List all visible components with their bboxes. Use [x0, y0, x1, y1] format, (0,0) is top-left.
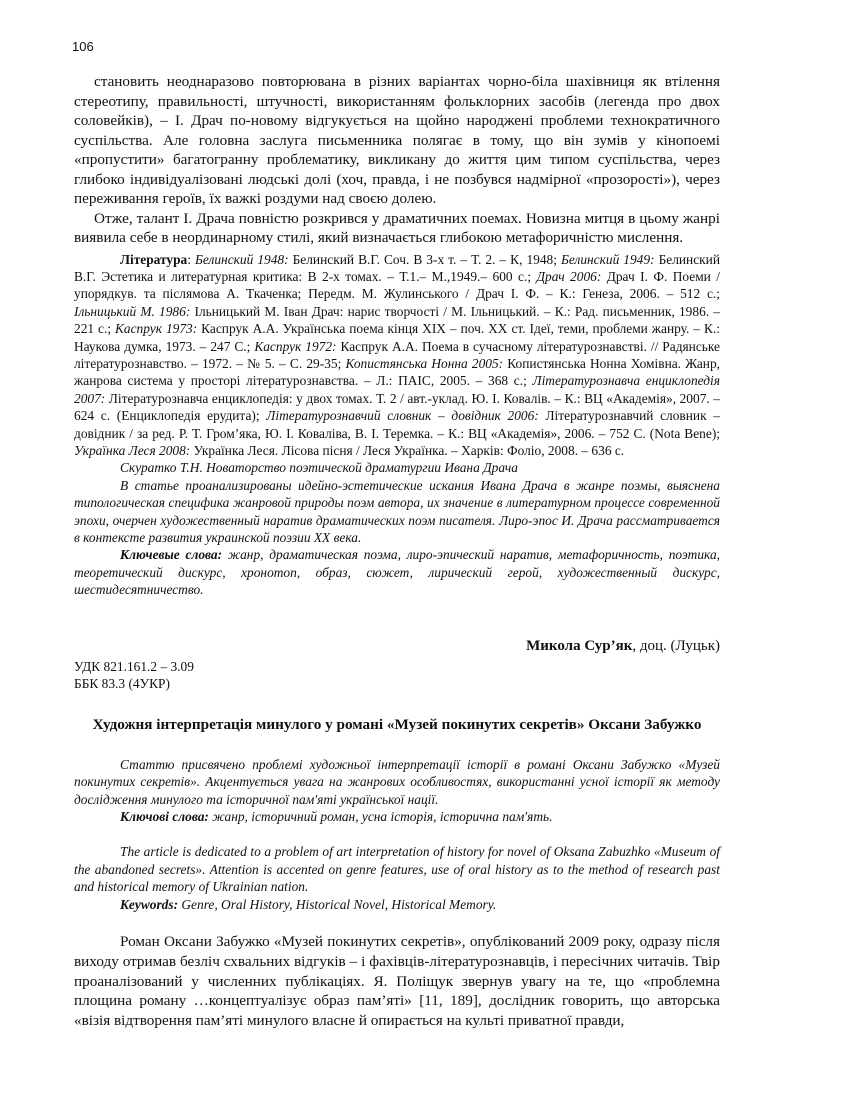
page-content: [74, 72, 720, 1030]
article-body-paragraph: Роман Оксани Забужко «Музей покинутих секретів», опублікований 2009 року, одразу після виходу отримав безліч схвальних відгуків – і фахівців-літературознавців, і пересічних читачів. Твір проаналізований у численних публікаціях. Я. Поліщук звернув увагу на те, що «проблемна площина роману …концептуалізує образ пам’яті» [11, 189], дослідник говорить, що авторська «візія відтворення пам’яті минулого власне й опирається на культі приватної правди,: [74, 933, 720, 1029]
reference-entry: Каспрук А.А. Поема в сучасному літературознавстві. // Радянське літературознавство. – 1972. – № 5. – С. 29-35;: [74, 338, 720, 371]
reference-entry: Драч І. Ф. Поеми / упорядкув. та післямова А. Ткаченка; Передм. М. Жулинського / Драч І. Ф. – К.: Генеза, 2006. – 512 с.;: [74, 268, 720, 302]
english-keywords: [74, 896, 720, 914]
reference-entry: Копистянська Нонна Хомівна. Жанр, жанрова система у просторі літературознавства. – Л.: ПАІС, 2005. – 368 с.;: [74, 355, 720, 389]
author-affiliation: , доц. (Луцьк): [632, 637, 720, 654]
russian-keywords-text: жанр, драматическая поэма, лиро-эпический наратив, метафоричность, поэтика, теоретический дискурс, хронотоп, образ, сюжет, лирический герой, художественный дискурс, шестидесятничество.: [74, 547, 720, 598]
ukrainian-abstract: Статтю присвячено проблемі художньої інтерпретації історії в романі Оксани Забужко «Музей покинутих секретів». Акцентується увага на жанрових особливостях, використанні усної історії як методу дослідження минулого та історичної пам'яті української нації.: [74, 756, 720, 807]
reference-entry: Українка Леся. Лісова пісня / Леся Українка. – Харків: Фоліо, 2008. – 636 с.: [190, 442, 625, 458]
russian-abstract: В статье проанализированы идейно-эстетические искания Ивана Драча в жанре поэмы, выяснена типологическая специфика жанровой природы поэм автора, их значение в литературном процессе современной эпохи, очерчен художественный наратив драматических поэм писателя. Лиро-эпос И. Драча рассматривается в контексте развития украинской поэзии XX века.: [74, 477, 720, 545]
reference-key: Ільницький М. 1986:: [74, 303, 191, 319]
author-name: Микола Сур’як: [526, 637, 633, 654]
reference-key: Белинский 1948:: [195, 251, 289, 267]
reference-key: Літературознавча енциклопедія 2007:: [74, 373, 720, 406]
body-paragraph-1: становить неоднаразово повторювана в різних варіантах чорно-біла шахівниця як втілення стереотипу, правильності, штучності, використанням фольклорних засобів (легенда про двох соловейків), – І. Драч по-новому відгукується на щойно народжені проблеми технократичного суспільства. Але головна заслуга письменника полягає в тому, що він зумів у кінопоемі «пропустити» багатогранну проблематику, викликану до життя цим типом суспільства, через глибоко індивідуалізовані людські долі (хоч, правда, і не позбувся надмірної «прозорості»), через переживання героїв, їх важкі роздуми над своєю долею.: [74, 73, 720, 207]
article-title: Художня інтерпретація минулого у романі «Музей покинутих секретів» Оксани Забужко: [92, 715, 702, 733]
reference-key: Каспрук 1972:: [254, 338, 337, 354]
english-keywords-text: Genre, Oral History, Historical Novel, Historical Memory.: [178, 896, 497, 912]
body-paragraph-2: Отже, талант І. Драча повністю розкрився у драматичних поемах. Новизна митця в цьому жанрі виявила себе в неординарному стилі, який визначається глибокою метафоричністю мислення.: [74, 209, 720, 246]
english-keywords-label: Keywords:: [120, 896, 179, 912]
reference-entry: Літературознавчий словник – довідник / за ред. Р. Т. Гром’яка, Ю. І. Коваліва, В. І. Теремка. – К.: ВЦ «Академія», 2006. – 752 С. (Nota Bene);: [74, 408, 720, 441]
udk-code: УДК 821.161.2 – 3.09: [74, 658, 194, 674]
english-abstract: The article is dedicated to a problem of art interpretation of history for novel of Oksana Zabuzhko «Museum of the abandoned secrets». Attention is accented on genre features, use of oral history as to the method of research past and historical memory of Ukrainian nation.: [74, 844, 720, 895]
russian-summary-title: Скуратко Т.Н. Новаторство поэтической драматургии Ивана Драча: [120, 460, 518, 476]
reference-entry: Белинский В.Г. Соч. В 3-х т. – Т. 2. – К, 1948;: [288, 251, 561, 267]
reference-key: Драч 2006:: [536, 268, 602, 284]
reference-entry: Ільницький М. Іван Драч: нарис творчості / М. Ільницький. – К.: Рад. письменник, 1986. – 221 с.;: [74, 303, 720, 337]
reference-entry: Белинский В.Г. Эстетика и литературная критика: В 2-х томах. – Т.1.– М.,1949.– 600 с.;: [74, 251, 721, 284]
article-author: [74, 638, 720, 655]
reference-key: Копистянська Нонна 2005:: [345, 355, 504, 371]
page-number: 106: [72, 39, 94, 54]
references-label: Література: [120, 251, 188, 267]
reference-key: Літературознавчий словник – довідник 2006:: [266, 408, 539, 424]
references-list: [74, 252, 720, 458]
reference-key: Белинский 1949:: [560, 251, 655, 267]
ukrainian-keywords-label: Ключові слова:: [120, 809, 209, 825]
ukrainian-keywords: [74, 808, 720, 826]
reference-key: Українка Леся 2008:: [74, 442, 191, 458]
bbk-code: ББК 83.3 (4УКР): [74, 676, 170, 692]
reference-key: Каспрук 1973:: [115, 321, 198, 337]
russian-keywords: [74, 546, 720, 598]
ukrainian-keywords-text: жанр, історичний роман, усна історія, історична пам'ять.: [208, 809, 553, 825]
reference-entry: Літературознавча енциклопедія: у двох томах. Т. 2 / авт.-уклад. Ю. І. Ковалів. – К.: ВЦ «Академія», 2007. – 624 с. (Енциклопедія ерудита);: [74, 390, 720, 424]
reference-entry: Каспрук А.А. Українська поема кінця XIX – поч. XX ст. Ідеї, теми, проблеми жанру. – К.: Наукова думка, 1973. – 247 С.;: [74, 321, 720, 354]
russian-keywords-label: Ключевые слова:: [120, 547, 223, 563]
references: Література: Белинский 1948: Белинский В.Г. Соч. В 3-х т. – Т. 2. – К, 1948; Белинский 1949: Белинский В.Г. Эстетика и литературная критика: В 2-х томах. – Т.1.– М.,1949.– 600 с.; Драч 2006: Драч І. Ф. Поеми / упорядкув. та післямова А. Ткаченка; Передм. М. Жулинського / Драч І. Ф. – К.: Генеза, 2006. – 512 с.; Ільницький М. 1986: Ільницький М. Іван Драч: нарис творчості / М. Ільницький. – К.: Рад. письменник, 1986. – 221 с.; Каспрук 1973: Каспрук А.А. Українська поема кінця XIX – поч. XX ст. Ідеї, теми, проблеми жанру. – К.: Наукова думка, 1973. – 247 С.; Каспрук 1972: Каспрук А.А. Поема в сучасному літературознавстві. // Радянське літературознавство. – 1972. – № 5. – С. 29-35; Копистянська Нонна 2005: Копистянська Нонна Хомівна. Жанр, жанрова система у просторі літературознавства. – Л.: ПАІС, 2005. – 368 с.; Літературознавча енциклопедія 2007: Літературознавча енциклопедія: у двох томах. Т. 2 / авт.-уклад. Ю. І. Ковалів. – К.: ВЦ «Академія», 2007. – 624 с. (Енциклопедія ерудита); Літературознавчий словник – довідник 2006: Літературознавчий словник – довідник / за ред. Р. Т. Гром’яка, Ю. І. Коваліва, В. І. Теремка. – К.: ВЦ «Академія», 2006. – 752 С. (Nota Bene); Українка Леся 2008: Українка Леся. Лісова пісня / Леся Українка. – Харків: Фоліо, 2008. – 636 с.: [74, 251, 721, 458]
